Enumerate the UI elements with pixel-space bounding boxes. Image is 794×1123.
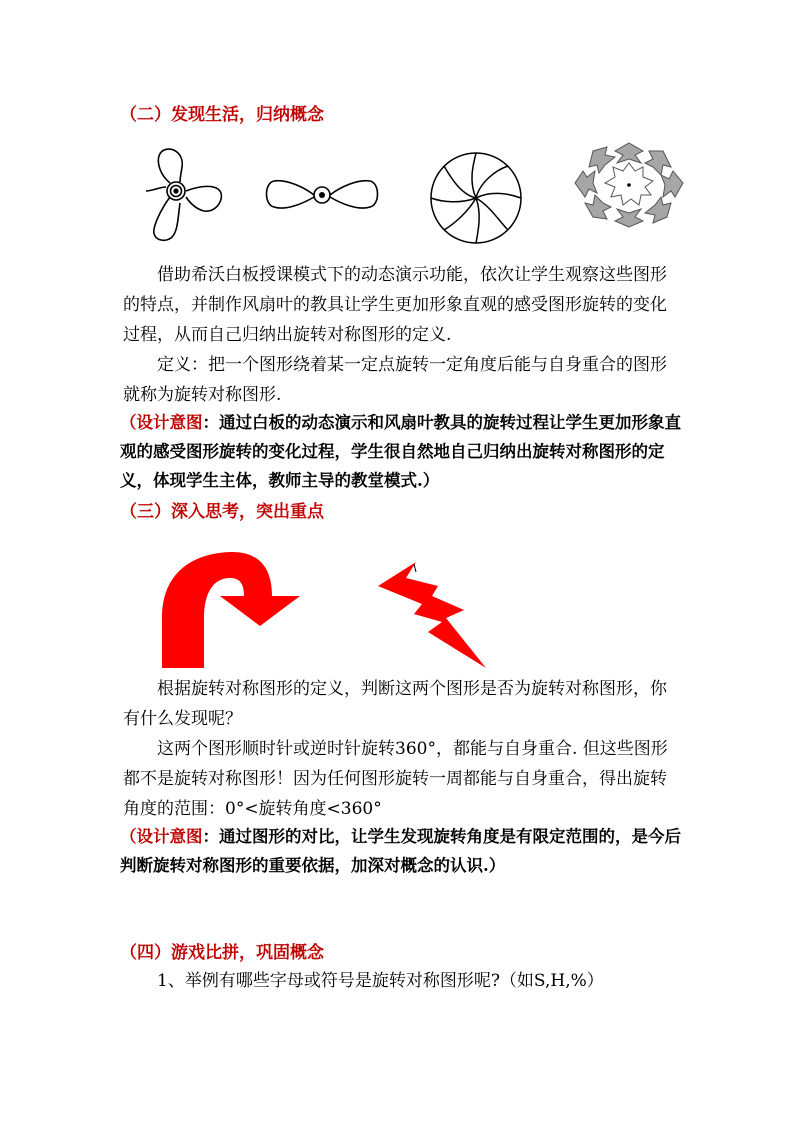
list-item: 1、举例有哪些字母或符号是旋转对称图形呢?（如S,H,%） — [157, 971, 604, 991]
design-intent-label: （设计意图 — [120, 827, 203, 846]
u-turn-arrow-icon — [160, 548, 302, 670]
lightning-bolt-icon — [376, 560, 488, 670]
paragraph: 这两个图形顺时针或逆时针旋转360°，都能与自身重合. 但这些图形都不是旋转对称图形！因为任何图形旋转一周都能与自身重合，得出旋转角度的范围：0°<旋转角度<360° — [123, 739, 668, 819]
design-intent-note — [120, 408, 692, 495]
section-heading: （三）深入思考，突出重点 — [120, 502, 324, 522]
definition-paragraph: 定义：把一个图形绕着某一定点旋转一定角度后能与自身重合的图形就称为旋转对称图形. — [123, 355, 667, 405]
section-heading: （四）游戏比拼，巩固概念 — [120, 943, 324, 963]
pinwheel-circle-icon — [428, 150, 524, 246]
design-intent-text: ：通过图形的对比，让学生发现旋转角度是有限定范围的，是今后判断旋转对称图形的重要依据，加深对概念的认识.） — [120, 827, 681, 875]
paragraph: 根据旋转对称图形的定义，判断这两个图形是否为旋转对称图形，你有什么发现呢？ — [123, 679, 667, 729]
section-heading: （二）发现生活，归纳概念 — [120, 105, 324, 125]
design-intent-label: （设计意图 — [120, 413, 203, 432]
arrow-ring-icon — [571, 141, 687, 229]
fan-three-blade-icon — [124, 147, 226, 245]
design-intent-text: ：通过白板的动态演示和风扇叶教具的旋转过程让学生更加形象直观的感受图形旋转的变化过程，学生很自然地自己归纳出旋转对称图形的定义，体现学生主体，教师主导的教堂模式.） — [120, 413, 681, 490]
paragraph: 借助希沃白板授课模式下的动态演示功能，依次让学生观察这些图形的特点，并制作风扇叶的教具让学生更加形象直观的感受图形旋转的变化过程，从而自己归纳出旋转对称图形的定义. — [123, 265, 667, 345]
fan-two-blade-icon — [264, 173, 380, 217]
design-intent-note — [120, 822, 692, 880]
